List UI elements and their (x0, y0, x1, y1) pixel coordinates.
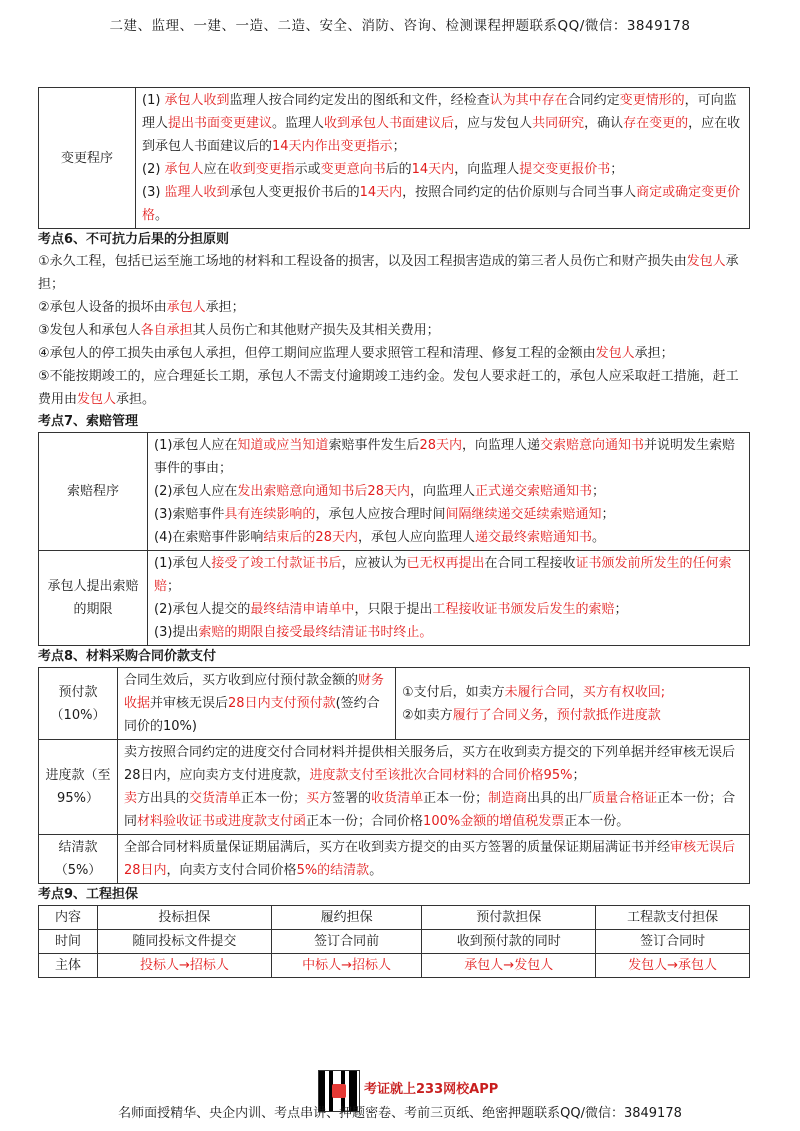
body-text: 承担。 (116, 392, 156, 407)
body-text: 正本一份；合同价格 (306, 814, 424, 829)
final-payment-text (118, 835, 750, 884)
rich-line (154, 598, 743, 621)
body-text: 全部合同材料质量保证期届满后，买方在收到卖方提交的由买方签署的质量保证期届满证书并经 (124, 840, 671, 855)
rich-line (38, 342, 750, 365)
progress-payment-text (118, 740, 750, 835)
body-text: 。 (369, 863, 383, 878)
body-text: ④承包人的停工损失由承包人承担，但停工期间应监理人要求照管工程和清理、修复工程的金额由 (38, 346, 596, 361)
body-text: ，向卖方支付合同价格 (166, 863, 297, 878)
highlight-text: 交索赔意向通知书 (540, 438, 645, 453)
claims-table (38, 432, 750, 646)
highlight-text: 审核无误后28日内 (124, 840, 736, 878)
body-text: 承包人变更报价书后的 (229, 185, 360, 200)
rich-line (124, 787, 743, 833)
body-text: ，应与发包人 (454, 116, 533, 131)
rich-line (38, 296, 750, 319)
body-text: (2) (142, 162, 165, 177)
highlight-text: 各自承担 (140, 323, 193, 338)
guarantee-table (38, 905, 750, 978)
table-row (39, 906, 750, 930)
highlight-text: 预付款抵作进度款 (556, 707, 661, 723)
body-text: 其人员伤亡和其他财产损失及其相关费用； (192, 323, 440, 338)
highlight-text: 证书颁发前所发生的任何索赔 (154, 556, 732, 594)
rich-line (38, 365, 750, 411)
body-text: 索赔事件发生后 (328, 438, 420, 453)
rich-line (142, 181, 743, 227)
body-text: 承担； (205, 300, 245, 315)
body-text: ； (601, 507, 615, 522)
body-text: ，按照合同约定的估价原则与合同当事人 (402, 185, 637, 200)
body-text: ，确认 (584, 116, 624, 131)
table-cell: 内容 (39, 906, 98, 930)
highlight-text: 变更情形的 (619, 93, 685, 108)
highlight-text: 发包人 (686, 254, 726, 269)
advance-payment-text (118, 668, 396, 740)
body-text: ，应在收到承包人书面建议后的 (142, 116, 741, 154)
highlight-text: 索赔的期限自接受最终结清证书时终止。 (198, 625, 433, 640)
body-text: (2)承包人应在 (154, 484, 238, 499)
highlight-text: 共同研究 (532, 116, 585, 131)
highlight-text: 收到承包人书面建议后 (324, 116, 455, 131)
table-cell: 发包人→承包人 (596, 954, 750, 978)
table-cell: 主体 (39, 954, 98, 978)
body-text: ，承包人应按合理时间 (315, 507, 446, 522)
highlight-text: 接受了竣工付款证书后 (211, 556, 342, 571)
body-text: ； (392, 139, 406, 154)
table-cell: 签订合同时 (596, 930, 750, 954)
highlight-text: 卖 (124, 791, 138, 806)
body-text: 并审核无误后 (150, 696, 229, 711)
body-text: (1) (142, 93, 165, 108)
body-text: 并说明发生索赔事件的事由； (154, 438, 736, 476)
section-8-heading: 考点8、材料采购合同价款支付 (38, 649, 217, 664)
body-text: ； (614, 602, 628, 617)
table-cell: 签订合同前 (271, 930, 422, 954)
rich-line (402, 704, 743, 727)
body-text: (3) (142, 185, 165, 200)
body-text: 在合同工程接收 (484, 556, 576, 571)
body-text: 。监理人 (272, 116, 325, 131)
change-procedure-text (136, 88, 750, 229)
highlight-text: 已无权再提出 (406, 556, 485, 571)
highlight-text: 最终结清申请单中 (250, 602, 355, 617)
section-6-heading: 考点6、不可抗力后果的分担原则 (38, 232, 230, 247)
highlight-text: 间隔继续递交延续索赔通知 (445, 507, 602, 522)
body-text: ； (167, 579, 181, 594)
body-text: (3)索赔事件 (154, 507, 225, 522)
body-text: ，应被认为 (341, 556, 407, 571)
table-cell: 中标人→招标人 (271, 954, 422, 978)
rich-line (154, 503, 743, 526)
highlight-text: 递交最终索赔通知书 (474, 530, 592, 545)
highlight-text: 财务收据 (124, 673, 385, 711)
highlight-text: 28日内支付预付款 (228, 696, 336, 711)
change-procedure-label: 变更程序 (39, 88, 136, 229)
body-text: 正本一份； (423, 791, 489, 806)
body-text: 。 (592, 530, 606, 545)
highlight-text: 发包人 (77, 392, 117, 407)
table-cell: 投标担保 (98, 906, 272, 930)
highlight-text: 具有连续影响的 (224, 507, 316, 522)
body-text: ，只限于提出 (354, 602, 433, 617)
body-text: ①永久工程，包括已运至施工场地的材料和工程设备的损害，以及因工程损害造成的第三者人员伤亡和财产损失由 (38, 254, 687, 269)
body-text: ，向监理人 (454, 162, 520, 177)
body-text: ； (610, 162, 624, 177)
highlight-text: 14天内 (411, 162, 455, 177)
body-text: (1)承包人 (154, 556, 212, 571)
highlight-text: 监理人收到 (164, 185, 230, 200)
rich-line (154, 552, 743, 598)
body-text: ， (569, 684, 583, 700)
section-6-body (38, 250, 750, 411)
body-text: (签约合同价的10%) (124, 696, 380, 734)
body-text: ②如卖方 (402, 707, 453, 723)
highlight-text: 履行了合同义务 (452, 707, 544, 723)
body-text: ，向监理人递 (462, 438, 541, 453)
highlight-text: 发出索赔意向通知书后28天内 (237, 484, 410, 499)
progress-payment-label: 进度款（至95%） (39, 740, 118, 835)
body-text: ⑤不能按期竣工的，应合理延长工期，承包人不需支付逾期竣工违约金。发包人要求赶工的，承包人应采取赶工措施，赶工费用由 (38, 369, 739, 407)
highlight-text: 质量合格证 (592, 791, 658, 806)
rich-line (154, 434, 743, 480)
highlight-text: 承包人 (164, 162, 204, 177)
highlight-text: 承包人收到 (164, 93, 230, 108)
body-text: 卖方按照合同约定的进度交付合同材料并提供相关服务后，买方在收到卖方提交的下列单据并经审核无误后28日内，应向卖方支付进度款， (124, 745, 736, 783)
highlight-text: 认为其中存在 (489, 93, 568, 108)
app-promo: 考证就上233网校APP (364, 1082, 499, 1097)
body-text: ②承包人设备的损坏由 (38, 300, 167, 315)
rich-line (124, 741, 743, 787)
highlight-text: 提出书面变更建议 (168, 116, 273, 131)
body-text: ，可向监理人 (142, 93, 737, 131)
highlight-text: 发包人 (595, 346, 635, 361)
table-cell: 时间 (39, 930, 98, 954)
claims-procedure-text (148, 433, 750, 551)
change-procedure-table (38, 87, 750, 229)
rich-line (154, 526, 743, 549)
table-cell: 履约担保 (271, 906, 422, 930)
page-footer: 名师面授精华、央企内训、考点串讲、押题密卷、考前三页纸、绝密押题联系QQ/微信：3849178 (118, 1106, 682, 1121)
body-text: (3)提出 (154, 625, 199, 640)
rich-line (154, 621, 743, 644)
body-text: (4)在索赔事件影响 (154, 530, 264, 545)
highlight-text: 制造商 (488, 791, 528, 806)
table-row (39, 954, 750, 978)
body-text: 方出具的 (137, 791, 190, 806)
body-text: 正本一份； (241, 791, 307, 806)
highlight-text: 工程接收证书颁发后发生的索赔 (432, 602, 615, 617)
claims-procedure-label: 索赔程序 (39, 433, 148, 551)
body-text: 承担； (634, 346, 674, 361)
highlight-text: 材料验收证书或进度款支付函 (137, 814, 307, 829)
highlight-text: 5%的结清款 (296, 863, 370, 878)
body-text: 承担； (38, 254, 739, 292)
body-text: 合同生效后，买方收到应付预付款金额的 (124, 673, 359, 688)
rich-line (38, 250, 750, 296)
body-text: 监理人按合同约定发出的图纸和文件，经检查 (229, 93, 490, 108)
body-text: ，承包人应向监理人 (357, 530, 475, 545)
highlight-text: 交货清单 (189, 791, 242, 806)
rich-line (38, 319, 750, 342)
document-body (38, 87, 750, 978)
page-header: 二建、监理、一建、一造、二造、安全、消防、咨询、检测课程押题联系QQ/微信：3849178 (109, 18, 691, 34)
highlight-text: 14天内作出变更指示 (272, 139, 393, 154)
rich-line (402, 681, 743, 704)
highlight-text: 14天内 (359, 185, 403, 200)
highlight-text: 存在变更的 (623, 116, 689, 131)
highlight-text: 变更意向书 (320, 162, 386, 177)
advance-payment-label: 预付款（10%） (39, 668, 118, 740)
highlight-text: 知道或应当知道 (237, 438, 329, 453)
highlight-text: 100%金额的增值税发票 (423, 814, 565, 829)
body-text: 合同约定 (567, 93, 620, 108)
body-text: 示或 (294, 162, 321, 177)
highlight-text: 进度款支付至该批次合同材料的合同价格95% (309, 768, 573, 783)
body-text: 正本一份。 (564, 814, 630, 829)
body-text: 出具的出厂 (527, 791, 593, 806)
rich-line (142, 158, 743, 181)
table-row (39, 930, 750, 954)
body-text: 后的 (385, 162, 412, 177)
highlight-text: 提交变更报价书 (519, 162, 611, 177)
advance-payment-notes (396, 668, 750, 740)
claims-period-text (148, 551, 750, 646)
body-text: 签署的 (332, 791, 372, 806)
body-text: ③发包人和承包人 (38, 323, 141, 338)
body-text: ， (543, 707, 557, 723)
highlight-text: 收到变更指 (229, 162, 295, 177)
rich-line (142, 89, 743, 158)
table-cell: 预付款担保 (422, 906, 596, 930)
highlight-text: 收货清单 (371, 791, 424, 806)
body-text: 。 (155, 208, 169, 223)
highlight-text: 承包人 (166, 300, 206, 315)
section-9-heading: 考点9、工程担保 (38, 887, 139, 902)
table-cell: 工程款支付担保 (596, 906, 750, 930)
section-7-heading: 考点7、索赔管理 (38, 414, 139, 429)
rich-line (154, 480, 743, 503)
body-text: ①支付后，如卖方 (402, 684, 505, 700)
highlight-text: 买方 (306, 791, 333, 806)
table-cell: 随同投标文件提交 (98, 930, 272, 954)
body-text: ； (572, 768, 586, 783)
table-cell: 承包人→发包人 (422, 954, 596, 978)
highlight-text: 未履行合同 (504, 684, 570, 700)
body-text: 应在 (203, 162, 230, 177)
highlight-text: 商定或确定变更价格 (142, 185, 741, 223)
body-text: 正本一份；合同 (124, 791, 736, 829)
body-text: ，向监理人 (409, 484, 475, 499)
table-cell: 收到预付款的同时 (422, 930, 596, 954)
highlight-text: 买方有权收回; (582, 684, 666, 700)
claims-period-label: 承包人提出索赔的期限 (39, 551, 148, 646)
table-cell: 投标人→招标人 (98, 954, 272, 978)
highlight-text: 28天内 (419, 438, 462, 453)
body-text: (1)承包人应在 (154, 438, 238, 453)
material-payment-table (38, 667, 750, 884)
highlight-text: 正式递交索赔通知书 (474, 484, 592, 499)
body-text: ； (592, 484, 606, 499)
body-text: (2)承包人提交的 (154, 602, 251, 617)
final-payment-label: 结清款（5%） (39, 835, 118, 884)
highlight-text: 结束后的28天内 (263, 530, 358, 545)
